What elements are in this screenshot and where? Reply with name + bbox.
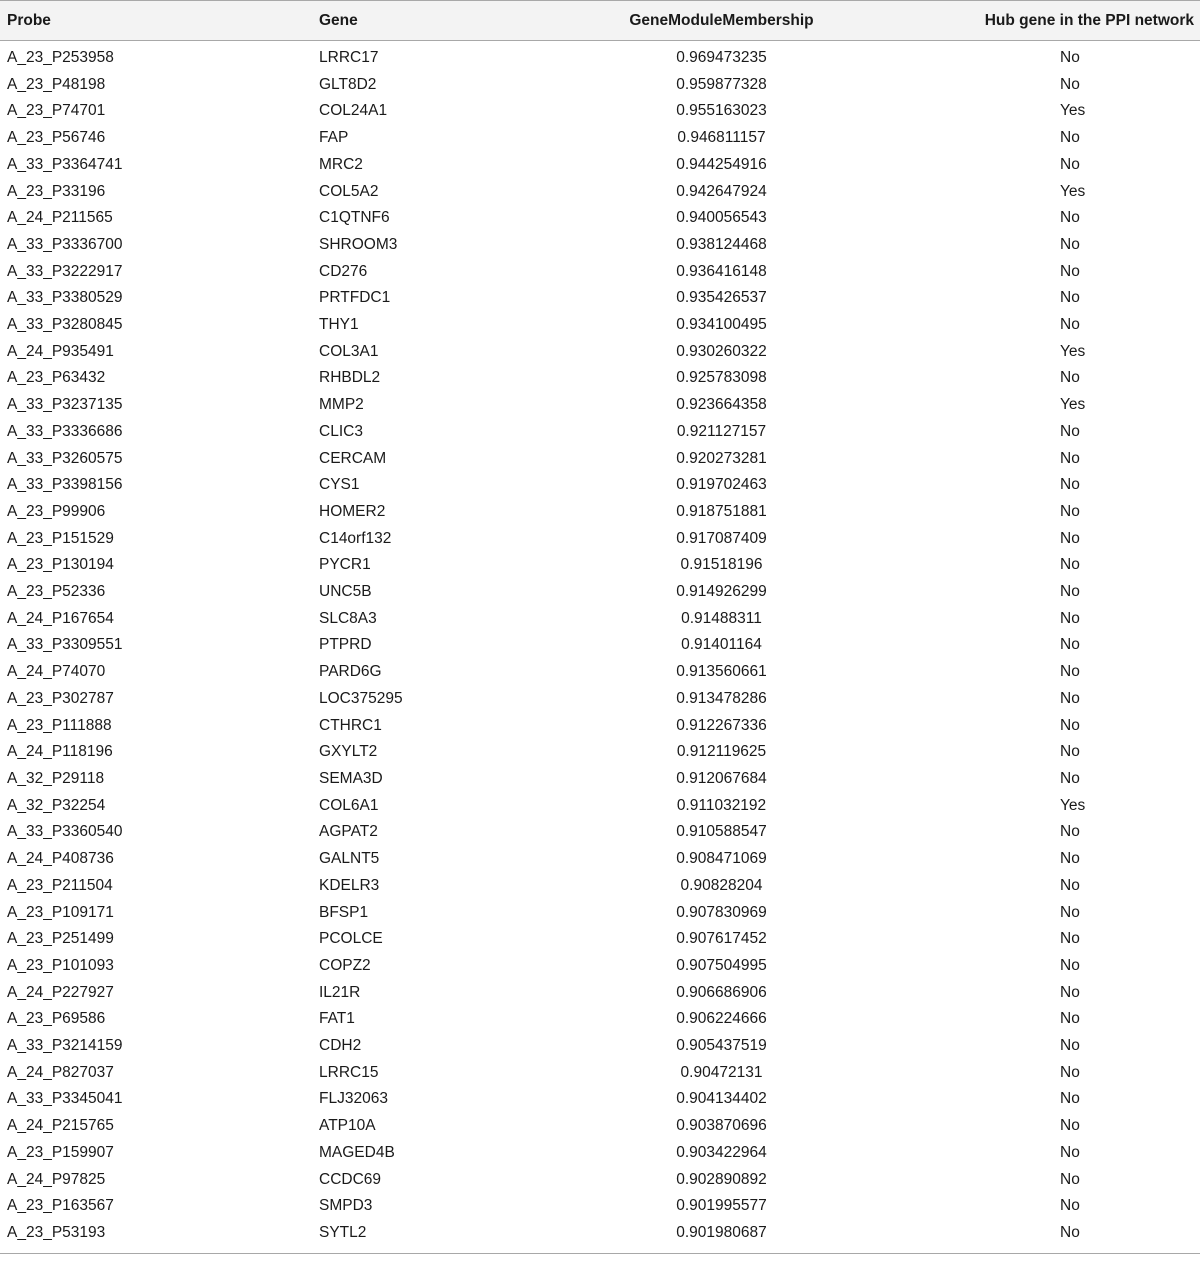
cell-gene-module-membership: 0.907830969: [676, 903, 767, 921]
cell-hub-gene: No: [1060, 235, 1080, 253]
cell-gene: SHROOM3: [319, 235, 398, 253]
cell-hub-gene: Yes: [1060, 182, 1086, 200]
cell-gene-module-membership: 0.919702463: [676, 476, 767, 494]
cell-probe: A_32_P32254: [7, 796, 106, 814]
cell-hub-gene: No: [1060, 1117, 1080, 1135]
cell-gene: KDELR3: [319, 876, 380, 894]
cell-gene: LRRC15: [319, 1063, 379, 1081]
cell-gene-module-membership: 0.914926299: [676, 583, 767, 601]
table-row: [0, 713, 1200, 740]
cell-gene-module-membership: 0.930260322: [676, 342, 767, 360]
cell-gene-module-membership: 0.910588547: [676, 823, 767, 841]
cell-gene: COL3A1: [319, 342, 379, 360]
cell-probe: A_24_P408736: [7, 850, 114, 868]
table-row: [0, 766, 1200, 793]
cell-gene: COL6A1: [319, 796, 379, 814]
header-row: [0, 1, 1200, 41]
table-row: [0, 632, 1200, 659]
cell-probe: A_23_P63432: [7, 369, 106, 387]
table-row: [0, 392, 1200, 419]
cell-gene-module-membership: 0.906686906: [676, 983, 767, 1001]
cell-gene: LRRC17: [319, 49, 379, 66]
table-row: [0, 1033, 1200, 1060]
cell-hub-gene: No: [1060, 129, 1080, 147]
cell-hub-gene: No: [1060, 1197, 1080, 1215]
cell-gene: PYCR1: [319, 556, 371, 574]
cell-gene: CLIC3: [319, 422, 363, 440]
cell-gene-module-membership: 0.908471069: [676, 850, 767, 868]
table-body: [0, 41, 1200, 1254]
cell-probe: A_23_P56746: [7, 129, 106, 147]
table-row: [0, 205, 1200, 232]
cell-gene: MAGED4B: [319, 1143, 395, 1161]
cell-hub-gene: No: [1060, 903, 1080, 921]
cell-probe: A_23_P99906: [7, 502, 106, 520]
cell-gene-module-membership: 0.918751881: [676, 502, 767, 520]
cell-gene: FLJ32063: [319, 1090, 388, 1108]
cell-gene: ATP10A: [319, 1117, 376, 1135]
cell-probe: A_24_P215765: [7, 1117, 114, 1135]
table-row: [0, 980, 1200, 1007]
table-row: [0, 873, 1200, 900]
table-row: [0, 419, 1200, 446]
cell-hub-gene: No: [1060, 1037, 1080, 1055]
cell-hub-gene: No: [1060, 609, 1080, 627]
cell-hub-gene: No: [1060, 636, 1080, 654]
cell-gene: COL24A1: [319, 102, 388, 120]
cell-probe: A_23_P33196: [7, 182, 106, 200]
cell-hub-gene: No: [1060, 743, 1080, 761]
table-row: [0, 659, 1200, 686]
header-probe: Probe: [7, 11, 51, 29]
cell-probe: A_23_P69586: [7, 1010, 106, 1028]
cell-probe: A_23_P253958: [7, 49, 114, 66]
cell-gene-module-membership: 0.938124468: [676, 235, 767, 253]
cell-probe: A_23_P151529: [7, 529, 114, 547]
cell-gene: MRC2: [319, 155, 363, 173]
cell-hub-gene: No: [1060, 823, 1080, 841]
cell-hub-gene: No: [1060, 502, 1080, 520]
cell-probe: A_23_P251499: [7, 930, 114, 948]
cell-gene-module-membership: 0.969473235: [676, 49, 767, 66]
cell-probe: A_23_P101093: [7, 956, 114, 974]
cell-gene-module-membership: 0.904134402: [676, 1090, 767, 1108]
table-row: [0, 579, 1200, 606]
cell-gene: IL21R: [319, 983, 361, 1001]
cell-hub-gene: No: [1060, 422, 1080, 440]
cell-gene-module-membership: 0.911032192: [676, 796, 767, 814]
cell-gene-module-membership: 0.906224666: [676, 1010, 767, 1028]
cell-probe: A_33_P3237135: [7, 396, 123, 414]
cell-gene: THY1: [319, 316, 359, 334]
table-row: [0, 819, 1200, 846]
cell-probe: A_33_P3398156: [7, 476, 123, 494]
header-gene-module-membership: GeneModuleMembership: [629, 11, 814, 29]
cell-probe: A_33_P3222917: [7, 262, 123, 280]
cell-hub-gene: No: [1060, 1063, 1080, 1081]
cell-gene-module-membership: 0.955163023: [676, 102, 767, 120]
cell-probe: A_23_P74701: [7, 102, 106, 120]
table-row: [0, 739, 1200, 766]
cell-gene: COPZ2: [319, 956, 371, 974]
table-row: [0, 1060, 1200, 1087]
cell-gene: CTHRC1: [319, 716, 382, 734]
cell-hub-gene: No: [1060, 262, 1080, 280]
cell-hub-gene: No: [1060, 716, 1080, 734]
cell-hub-gene: No: [1060, 316, 1080, 334]
cell-gene-module-membership: 0.903870696: [676, 1117, 767, 1135]
table-row: [0, 339, 1200, 366]
cell-probe: A_33_P3336686: [7, 422, 123, 440]
cell-gene: SEMA3D: [319, 769, 383, 787]
cell-gene: GLT8D2: [319, 75, 377, 93]
table-row: [0, 846, 1200, 873]
cell-gene: GXYLT2: [319, 743, 378, 761]
cell-hub-gene: No: [1060, 369, 1080, 387]
cell-hub-gene: No: [1060, 850, 1080, 868]
table-row: [0, 953, 1200, 980]
cell-gene-module-membership: 0.921127157: [676, 422, 767, 440]
cell-gene-module-membership: 0.935426537: [676, 289, 767, 307]
cell-gene: COL5A2: [319, 182, 379, 200]
cell-probe: A_24_P211565: [7, 209, 113, 227]
table-row: [0, 125, 1200, 152]
table-row: [0, 1220, 1200, 1253]
cell-gene: AGPAT2: [319, 823, 378, 841]
cell-gene-module-membership: 0.91518196: [680, 556, 763, 574]
cell-gene: BFSP1: [319, 903, 369, 921]
cell-probe: A_24_P74070: [7, 663, 106, 681]
cell-gene: PCOLCE: [319, 930, 383, 948]
cell-gene-module-membership: 0.902890892: [676, 1170, 767, 1188]
cell-gene-module-membership: 0.907504995: [676, 956, 767, 974]
cell-gene-module-membership: 0.913478286: [676, 689, 767, 707]
cell-hub-gene: No: [1060, 449, 1080, 467]
table-row: [0, 259, 1200, 286]
cell-gene-module-membership: 0.920273281: [676, 449, 767, 467]
table-row: [0, 686, 1200, 713]
cell-probe: A_23_P53193: [7, 1223, 106, 1241]
cell-probe: A_33_P3214159: [7, 1037, 123, 1055]
cell-gene-module-membership: 0.912267336: [676, 716, 767, 734]
cell-gene-module-membership: 0.901995577: [676, 1197, 767, 1215]
cell-hub-gene: No: [1060, 1170, 1080, 1188]
cell-hub-gene: Yes: [1060, 396, 1086, 414]
table-row: [0, 365, 1200, 392]
cell-gene-module-membership: 0.91401164: [681, 636, 762, 654]
cell-hub-gene: No: [1060, 155, 1080, 173]
cell-gene: CYS1: [319, 476, 360, 494]
table-row: [0, 1113, 1200, 1140]
cell-gene: UNC5B: [319, 583, 372, 601]
cell-hub-gene: Yes: [1060, 796, 1086, 814]
cell-probe: A_24_P97825: [7, 1170, 106, 1188]
cell-gene-module-membership: 0.912119625: [676, 743, 767, 761]
cell-gene-module-membership: 0.905437519: [676, 1037, 767, 1055]
cell-probe: A_23_P111888: [7, 716, 112, 734]
cell-hub-gene: No: [1060, 1010, 1080, 1028]
cell-probe: A_33_P3345041: [7, 1090, 123, 1108]
cell-probe: A_33_P3280845: [7, 316, 123, 334]
cell-hub-gene: No: [1060, 476, 1080, 494]
cell-gene-module-membership: 0.936416148: [676, 262, 767, 280]
cell-hub-gene: No: [1060, 529, 1080, 547]
table-header: [0, 1, 1200, 41]
cell-probe: A_24_P227927: [7, 983, 114, 1001]
table-row: [0, 526, 1200, 553]
cell-gene-module-membership: 0.907617452: [676, 930, 767, 948]
cell-probe: A_23_P130194: [7, 556, 114, 574]
cell-gene-module-membership: 0.934100495: [676, 316, 767, 334]
cell-hub-gene: No: [1060, 983, 1080, 1001]
cell-gene-module-membership: 0.91488311: [681, 609, 762, 627]
cell-gene: SLC8A3: [319, 609, 377, 627]
cell-gene-module-membership: 0.946811157: [677, 129, 766, 147]
cell-probe: A_24_P118196: [7, 743, 113, 761]
cell-hub-gene: No: [1060, 75, 1080, 93]
cell-probe: A_33_P3260575: [7, 449, 123, 467]
cell-gene-module-membership: 0.903422964: [676, 1143, 767, 1161]
cell-gene: CERCAM: [319, 449, 387, 467]
cell-hub-gene: No: [1060, 876, 1080, 894]
header-hub-gene: Hub gene in the PPI network: [984, 11, 1194, 29]
cell-gene-module-membership: 0.90828204: [680, 876, 763, 894]
table-row: [0, 72, 1200, 99]
cell-probe: A_23_P211504: [7, 876, 113, 894]
table-row: [0, 1167, 1200, 1194]
table-row: [0, 1086, 1200, 1113]
cell-hub-gene: No: [1060, 556, 1080, 574]
cell-hub-gene: No: [1060, 1143, 1080, 1161]
cell-hub-gene: No: [1060, 583, 1080, 601]
cell-gene: FAT1: [319, 1010, 355, 1028]
cell-gene-module-membership: 0.913560661: [676, 663, 767, 681]
cell-gene: PRTFDC1: [319, 289, 391, 307]
cell-gene-module-membership: 0.923664358: [676, 396, 767, 414]
cell-hub-gene: No: [1060, 1090, 1080, 1108]
header-gene: Gene: [319, 11, 358, 29]
cell-probe: A_24_P935491: [7, 342, 114, 360]
cell-gene: LOC375295: [319, 689, 403, 707]
cell-gene-module-membership: 0.940056543: [676, 209, 767, 227]
cell-probe: A_33_P3380529: [7, 289, 123, 307]
cell-probe: A_23_P159907: [7, 1143, 114, 1161]
table-row: [0, 152, 1200, 179]
table-row: [0, 179, 1200, 206]
cell-hub-gene: No: [1060, 209, 1080, 227]
cell-hub-gene: No: [1060, 289, 1080, 307]
cell-probe: A_24_P827037: [7, 1063, 114, 1081]
cell-gene: CD276: [319, 262, 368, 280]
cell-gene: RHBDL2: [319, 369, 381, 387]
cell-hub-gene: No: [1060, 49, 1080, 66]
cell-probe: A_23_P109171: [7, 903, 114, 921]
table-row: [0, 446, 1200, 473]
cell-gene: PTPRD: [319, 636, 372, 654]
cell-probe: A_23_P52336: [7, 583, 106, 601]
table-row: [0, 1006, 1200, 1033]
table-row: [0, 472, 1200, 499]
table-row: [0, 900, 1200, 927]
cell-gene-module-membership: 0.925783098: [676, 369, 767, 387]
cell-hub-gene: No: [1060, 956, 1080, 974]
cell-gene: CDH2: [319, 1037, 362, 1055]
table-row: [0, 232, 1200, 259]
cell-hub-gene: No: [1060, 689, 1080, 707]
cell-hub-gene: No: [1060, 663, 1080, 681]
cell-hub-gene: No: [1060, 1223, 1080, 1241]
cell-probe: A_23_P48198: [7, 75, 106, 93]
cell-gene: C14orf132: [319, 529, 392, 547]
cell-gene-module-membership: 0.944254916: [676, 155, 767, 173]
cell-gene: SYTL2: [319, 1223, 367, 1241]
cell-gene-module-membership: 0.901980687: [676, 1223, 767, 1241]
cell-gene: SMPD3: [319, 1197, 373, 1215]
table-row: [0, 285, 1200, 312]
table-row: [0, 606, 1200, 633]
cell-gene: PARD6G: [319, 663, 382, 681]
cell-gene: C1QTNF6: [319, 209, 390, 227]
cell-gene: HOMER2: [319, 502, 386, 520]
table-row: [0, 499, 1200, 526]
cell-gene: CCDC69: [319, 1170, 382, 1188]
cell-hub-gene: No: [1060, 769, 1080, 787]
cell-probe: A_33_P3309551: [7, 636, 123, 654]
table-row: [0, 41, 1200, 72]
table-row: [0, 793, 1200, 820]
cell-gene-module-membership: 0.912067684: [676, 769, 767, 787]
cell-gene-module-membership: 0.917087409: [676, 529, 767, 547]
table-row: [0, 552, 1200, 579]
table-row: [0, 1193, 1200, 1220]
cell-probe: A_32_P29118: [7, 769, 105, 787]
cell-gene: GALNT5: [319, 850, 380, 868]
table-row: [0, 312, 1200, 339]
cell-gene: MMP2: [319, 396, 364, 414]
cell-probe: A_23_P163567: [7, 1197, 114, 1215]
cell-gene-module-membership: 0.90472131: [680, 1063, 763, 1081]
cell-hub-gene: Yes: [1060, 102, 1086, 120]
table-row: [0, 1140, 1200, 1167]
cell-hub-gene: No: [1060, 930, 1080, 948]
cell-gene: FAP: [319, 129, 349, 147]
cell-probe: A_23_P302787: [7, 689, 114, 707]
cell-probe: A_24_P167654: [7, 609, 114, 627]
cell-hub-gene: Yes: [1060, 342, 1086, 360]
cell-probe: A_33_P3336700: [7, 235, 123, 253]
cell-gene-module-membership: 0.959877328: [676, 75, 767, 93]
table-row: [0, 98, 1200, 125]
cell-probe: A_33_P3364741: [7, 155, 123, 173]
cell-gene-module-membership: 0.942647924: [676, 182, 767, 200]
cell-probe: A_33_P3360540: [7, 823, 123, 841]
table-row: [0, 926, 1200, 953]
